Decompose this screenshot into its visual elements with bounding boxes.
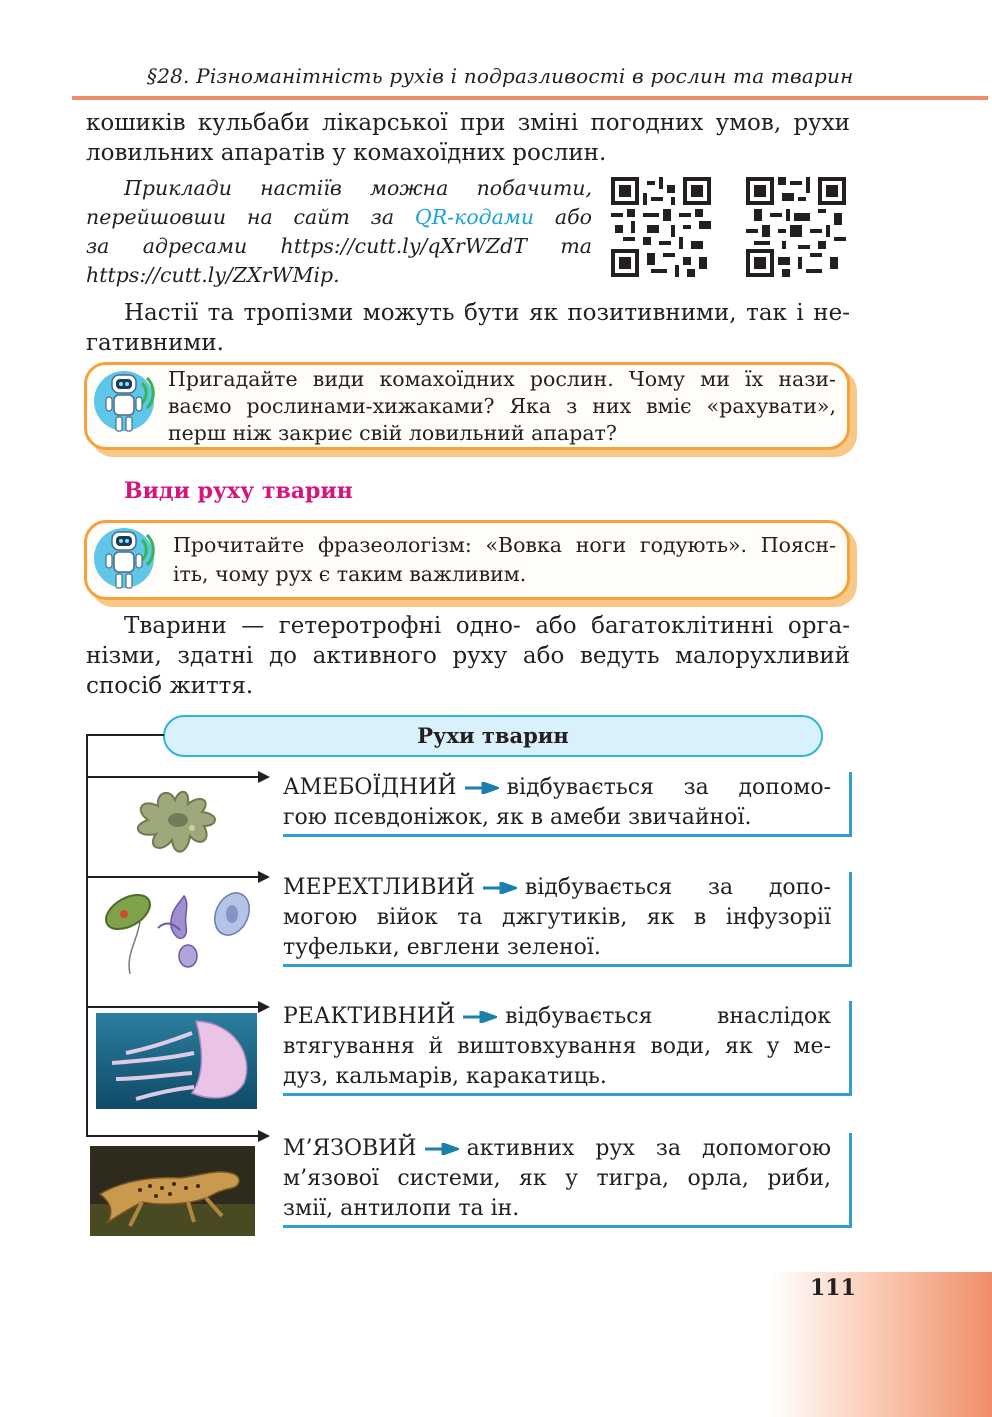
movement-type-name: РЕАКТИВНИЙ <box>283 1004 456 1029</box>
examples-line-2: перейшовши на сайт за QR-кодами або <box>86 205 593 229</box>
arrow-right-icon <box>465 782 499 794</box>
callout2-line-1: Прочитайте фразеологізм: «Вовка ноги годують». Поясн- <box>173 533 836 557</box>
movement-type-4-line-1: М’ЯЗОВИЙ активних рух за допомогою <box>283 1136 831 1161</box>
callout1-line-1: Пригадайте види комахоїдних рослин. Чому ми їх нази- <box>168 367 836 391</box>
nastic-line-2: гативними. <box>86 330 224 356</box>
movement-type-4-line-2: м’язової системи, як у тигра, орла, риби, <box>283 1166 831 1191</box>
animals-line-3: спосіб життя. <box>86 673 254 699</box>
arrow-right-icon <box>463 1011 497 1023</box>
arrow-right-icon <box>425 1143 459 1155</box>
movement-type-3-line-1: РЕАКТИВНИЙ відбувається внаслідок <box>283 1004 831 1029</box>
movement-type-2-line-1: МЕРЕХТЛИВИЙ відбувається за допо- <box>283 875 831 900</box>
arrow-right-icon <box>483 882 517 894</box>
cheetah-image <box>90 1146 255 1236</box>
ciliates-image <box>100 884 258 980</box>
intro-line-1: кошиків кульбаби лікарської при зміні погодних умов, рухи <box>86 110 850 136</box>
nastic-line-1: Настії та тропізми можуть бути як позитивними, так і не- <box>124 300 850 326</box>
examples-line-3: за адресами https://cutt.ly/qXrWZdT та <box>86 234 592 258</box>
branch-line <box>86 1135 258 1137</box>
movement-type-4-line-3: змії, антилопи та ін. <box>283 1196 520 1221</box>
movement-type-2-line-2: могою війок та джгутиків, як в інфузорії <box>283 905 831 930</box>
callout2-line-2: іть, чому рух є таким важливим. <box>173 562 527 586</box>
branch-line <box>86 1006 258 1008</box>
movement-type-2-line-3: туфельки, евглени зеленої. <box>283 935 601 960</box>
footer-band <box>770 1272 992 1417</box>
examples-line-1: Приклади настіїв можна побачити, <box>124 176 592 200</box>
running-header: §28. Різноманітність рухів і подразливості в рослин та тварин <box>147 64 854 88</box>
callout1-line-2: ваємо рослинами-хижаками? Яка з них вміє «рахувати», <box>168 394 836 418</box>
animals-line-1: Тварини — гетеротрофні одно- або багатоклітинні орга- <box>124 613 850 639</box>
branch-line <box>86 876 258 878</box>
branch-arrow-icon <box>258 771 270 783</box>
tree-trunk <box>86 734 88 1137</box>
examples-line-4: https://cutt.ly/ZXrWMip. <box>86 263 340 287</box>
animals-line-2: нізми, здатні до активного руху або ведуть малорухливий <box>86 643 850 669</box>
branch-line <box>86 776 258 778</box>
header-rule <box>72 96 988 100</box>
robot-icon <box>94 522 160 594</box>
branch-arrow-icon <box>258 1001 270 1013</box>
movement-type-name: АМЕБОЇДНИЙ <box>283 775 457 800</box>
branch-arrow-icon <box>258 871 270 883</box>
page-number: 111 <box>810 1275 856 1301</box>
movement-type-1-line-1: АМЕБОЇДНИЙ відбувається за допомо- <box>283 775 831 800</box>
section-title: Види руху тварин <box>124 478 353 504</box>
robot-icon <box>94 365 160 437</box>
diagram-title: Рухи тварин <box>163 715 823 757</box>
qr-code-1[interactable] <box>611 177 711 277</box>
qr-codes-link[interactable]: QR-кодами <box>414 205 535 229</box>
tree-top-connector <box>86 734 164 736</box>
callout1-line-3: перш ніж закриє свій ловильний апарат? <box>168 421 617 445</box>
movement-type-3-line-2: втягування й виштовхування води, як у ме- <box>283 1034 831 1059</box>
movement-type-3-line-3: дуз, кальмарів, каракатиць. <box>283 1064 607 1089</box>
intro-line-2: ловильних апаратів у комахоїдних рослин. <box>86 140 607 166</box>
qr-code-2[interactable] <box>746 177 846 277</box>
jellyfish-image <box>96 1013 257 1109</box>
amoeba-image <box>120 782 235 862</box>
branch-arrow-icon <box>258 1130 270 1142</box>
movement-type-1-line-2: гою псевдоніжок, як в амеби звичайної. <box>283 805 752 830</box>
movement-type-name: М’ЯЗОВИЙ <box>283 1136 417 1161</box>
movement-type-name: МЕРЕХТЛИВИЙ <box>283 875 475 900</box>
